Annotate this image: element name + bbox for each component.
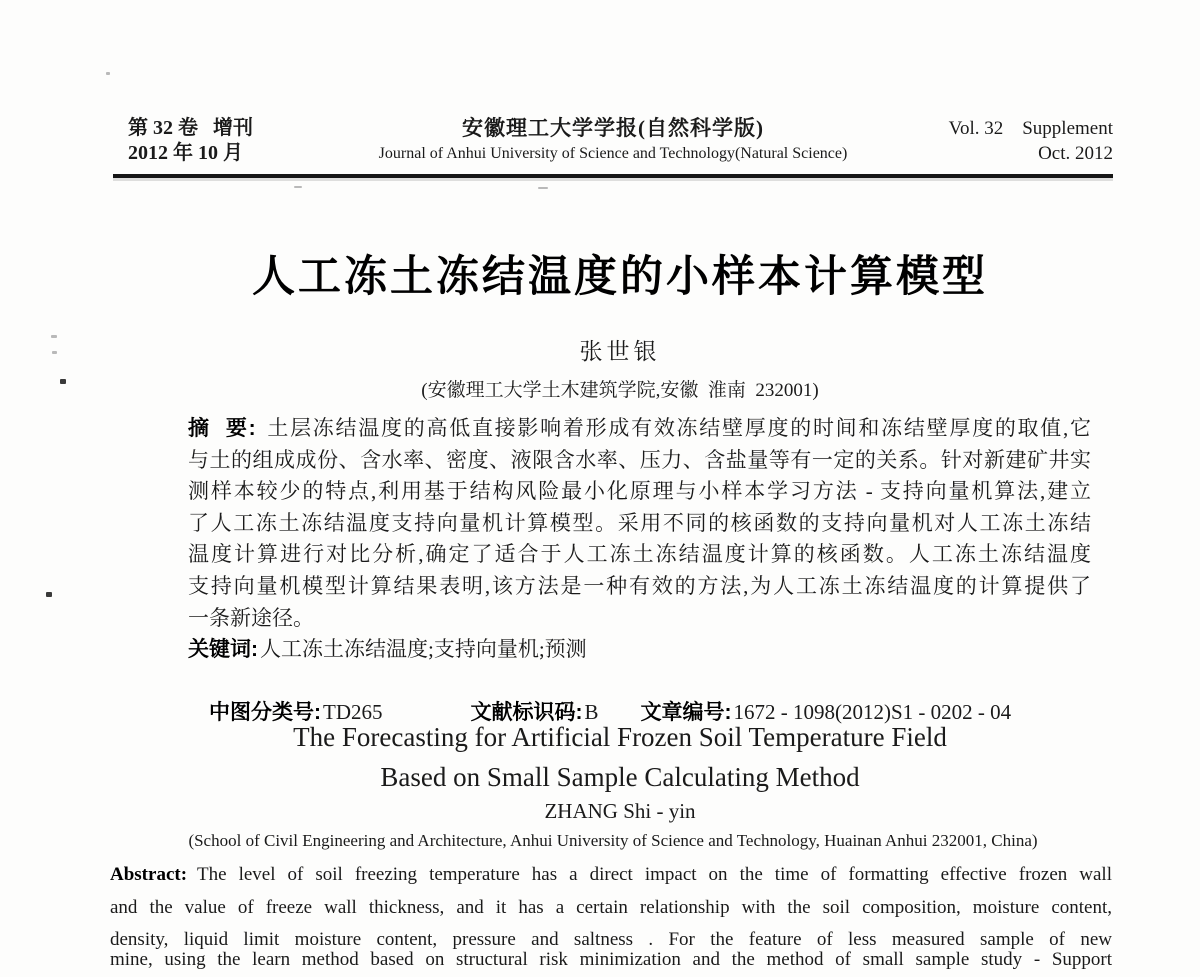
abstract-cn-text: 土层冻结温度的高低直接影响着形成有效冻结壁厚度的时间和冻结壁厚度的取值,它 bbox=[265, 416, 1091, 440]
abstract-label-en: Abstract: bbox=[110, 864, 188, 885]
article-id-label: 文章编号: bbox=[640, 701, 732, 725]
clc-value: TD265 bbox=[323, 700, 383, 725]
journal-title-en: Journal of Anhui University of Science and Technology(Natural Science) bbox=[378, 145, 848, 162]
abstract-cn-line: 温度计算进行对比分析,确定了适合于人工冻土冻结温度计算的核函数。人工冻土冻结温度 bbox=[188, 542, 1091, 567]
clc-label: 中图分类号: bbox=[209, 701, 321, 725]
affiliation-cn: (安徽理工大学土木建筑学院,安徽 淮南 232001) bbox=[421, 380, 819, 401]
abstract-cn-line bbox=[188, 413, 1091, 445]
journal-volume-en: Vol. 32 Supplement bbox=[948, 118, 1113, 139]
keywords-text: 人工冻土冻结温度;支持向量机;预测 bbox=[260, 637, 587, 662]
journal-volume-block-en bbox=[949, 116, 1113, 166]
abstract-cn-line: 一条新途径。 bbox=[188, 605, 314, 630]
header-divider-rule bbox=[113, 174, 1113, 178]
doc-code-value: B bbox=[584, 700, 599, 725]
abstract-en-line: and the value of freeze wall thickness, and it has a certain relationship with the soil composition, moisture content, bbox=[110, 896, 1112, 918]
affiliation-en: (School of Civil Engineering and Architecture, Anhui University of Science and Technology, Huainan Anhui 232001, China) bbox=[188, 831, 1038, 850]
scan-speck bbox=[46, 592, 52, 597]
abstract-cn-line: 与土的组成成份、含水率、密度、液限含水率、压力、含盐量等有一定的关系。针对新建矿井实 bbox=[188, 447, 1091, 472]
journal-date-en: Oct. 2012 bbox=[1038, 143, 1113, 164]
abstract-cn-line: 了人工冻土冻结温度支持向量机计算模型。采用不同的核函数的支持向量机对人工冻土冻结 bbox=[188, 510, 1091, 535]
abstract-label-cn: 摘 要: bbox=[188, 417, 256, 440]
abstract-en-clipped-line: mine, using the learn method based on structural risk minimization and the method of small sample study - Support bbox=[110, 949, 1112, 970]
keywords-line bbox=[188, 634, 1091, 666]
scan-speck bbox=[52, 351, 57, 354]
article-title-en-line1: The Forecasting for Artificial Frozen Soil Temperature Field bbox=[293, 722, 947, 752]
journal-date-cn: 2012 年 10 月 bbox=[128, 142, 243, 164]
abstract-en bbox=[110, 859, 1112, 957]
abstract-cn-line: 支持向量机模型计算结果表明,该方法是一种有效的方法,为人工冻土冻结温度的计算提供了 bbox=[188, 573, 1091, 598]
article-id-value: 1672 - 1098(2012)S1 - 0202 - 04 bbox=[733, 700, 1012, 725]
scan-speck bbox=[106, 72, 110, 75]
article-title-en-line2: Based on Small Sample Calculating Method bbox=[380, 762, 860, 792]
scan-speck bbox=[51, 335, 57, 338]
article-title-cn: 人工冻土冻结温度的小样本计算模型 bbox=[252, 254, 988, 301]
scan-speck bbox=[538, 187, 548, 189]
keywords-label: 关键词: bbox=[188, 638, 258, 662]
doc-code-label: 文献标识码: bbox=[470, 701, 583, 725]
author-name-en: ZHANG Shi - yin bbox=[544, 799, 696, 823]
scan-speck bbox=[60, 379, 66, 384]
abstract-en-line: density, liquid limit moisture content, pressure and saltness . For the feature of less measured sample of new bbox=[110, 929, 1112, 950]
abstract-cn bbox=[188, 413, 1091, 761]
abstract-en-text: The level of soil freezing temperature has a direct impact on the time of formatting effective frozen wall bbox=[197, 864, 1112, 885]
journal-volume-cn: 第 32 卷 增刊 bbox=[128, 117, 253, 139]
abstract-cn-line: 测样本较少的特点,利用基于结构风险最小化原理与小样本学习方法 - 支持向量机算法,建立 bbox=[188, 479, 1091, 504]
scan-speck bbox=[294, 186, 302, 188]
abstract-en-line bbox=[110, 859, 1112, 892]
author-name-cn: 张世银 bbox=[579, 339, 661, 364]
journal-title-cn: 安徽理工大学学报(自然科学版) bbox=[462, 116, 764, 140]
